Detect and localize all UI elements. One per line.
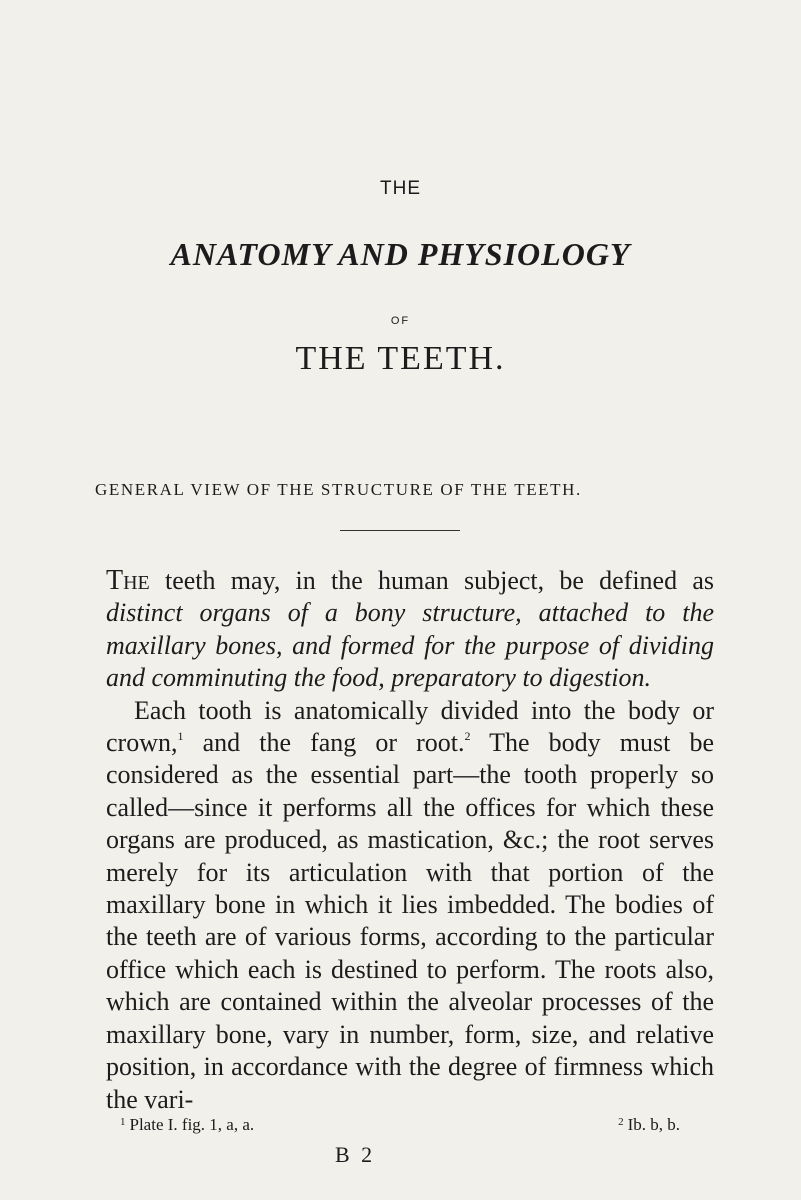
main-title: ANATOMY AND PHYSIOLOGY xyxy=(170,236,631,272)
paragraph-text: Each tooth is anatomically divided into the body or crown, xyxy=(106,695,714,758)
footnote-text: Ib. b, b. xyxy=(627,1115,680,1134)
title-the: THE xyxy=(380,178,421,199)
subtitle: THE TEETH. xyxy=(295,340,506,377)
footnote-number: 2 xyxy=(618,1116,624,1128)
footnote-ref-2[interactable]: 2 xyxy=(464,729,471,744)
printer-signature: B 2 xyxy=(335,1142,376,1167)
footnotes xyxy=(120,1115,680,1135)
paragraph-text: and the fang or root. xyxy=(183,728,465,758)
paragraph-structure xyxy=(106,695,714,1116)
section-heading: GENERAL VIEW OF THE STRUCTURE OF THE TEETH. xyxy=(95,480,582,499)
body-text xyxy=(106,565,714,1116)
footnote-2 xyxy=(618,1115,680,1135)
footnote-ref-1[interactable]: 1 xyxy=(177,729,184,744)
paragraph-text: The body must be considered as the essential part—the tooth properly so called—since it performs all the offices for which these organs are produced, as mastication, &c.; the root serves merely for its articulation with that portion of the maxillary bone in which it lies imbedded. The bodies of the teeth are of various forms, according to the particular office which each is destined to perform. The roots also, which are contained within the alveolar processes of the maxillary bone, vary in number, form, size, and relative position, in accordance with the degree of firmness which the vari- xyxy=(106,728,714,1114)
title-of: OF xyxy=(390,315,411,327)
definition-italic: distinct organs of a bony structure, attached to the maxillary bones, and formed for the purpose of dividing and comminuting the food, preparatory to digestion. xyxy=(106,598,714,693)
paragraph-text: teeth may, in the human subject, be defined as xyxy=(149,566,714,595)
divider-rule xyxy=(340,530,460,531)
paragraph-definition xyxy=(106,565,714,695)
footnote-1 xyxy=(120,1115,254,1135)
footnote-number: 1 xyxy=(120,1116,126,1128)
footnote-text: Plate I. fig. 1, a, a. xyxy=(129,1115,255,1134)
drop-word: The xyxy=(106,565,150,596)
